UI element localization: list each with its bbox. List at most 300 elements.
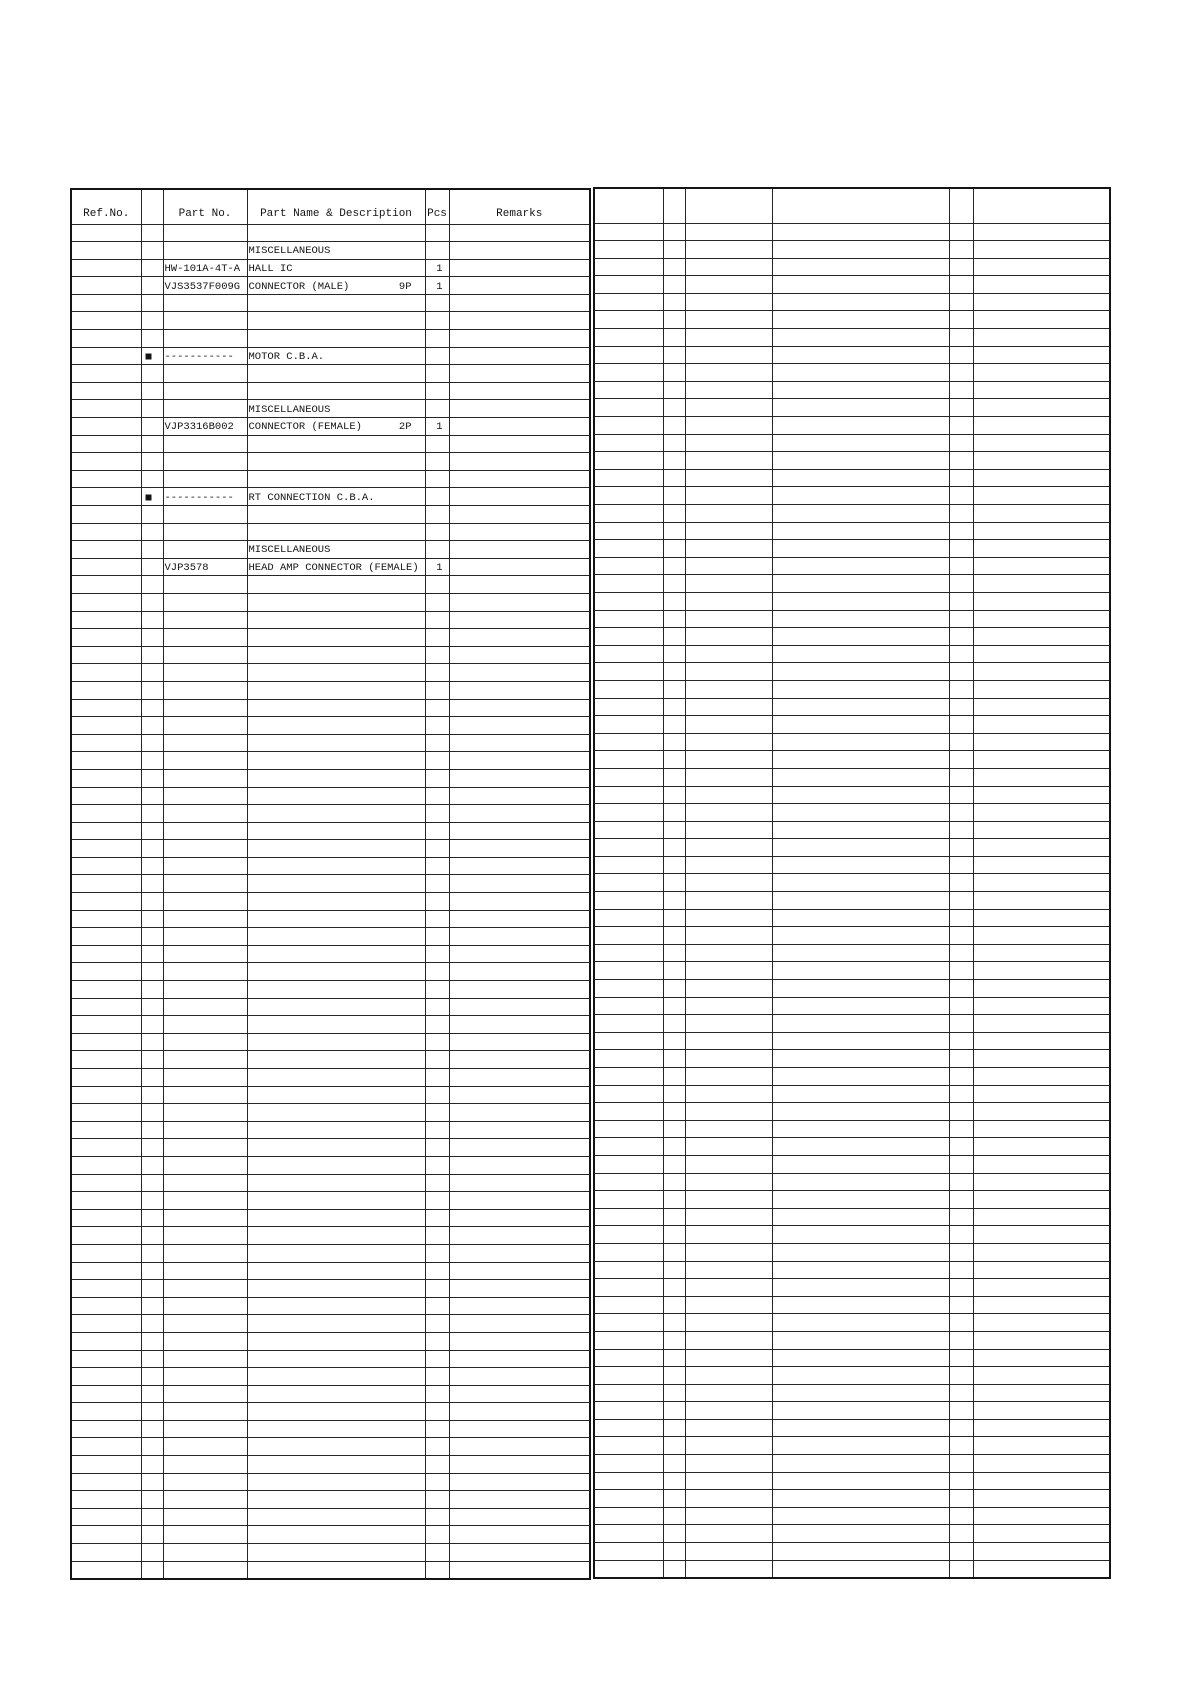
mark-cell (141, 1385, 163, 1403)
blank-description-cell (772, 399, 949, 417)
part-no-cell (163, 1491, 247, 1509)
blank-mark-cell (663, 1103, 685, 1121)
blank-pcs-cell (949, 1331, 973, 1349)
blank-ref-no-cell (594, 804, 663, 822)
pcs-cell (425, 1051, 449, 1069)
blank-table-row (594, 927, 1110, 945)
mark-cell (141, 1139, 163, 1157)
remarks-cell (449, 347, 590, 365)
blank-remarks-cell (973, 874, 1110, 892)
part-no-cell: VJP3578 (163, 558, 247, 576)
blank-ref-no-cell (594, 1120, 663, 1138)
part-no-cell (163, 1544, 247, 1562)
blank-ref-no-cell (594, 1226, 663, 1244)
blank-pcs-cell (949, 592, 973, 610)
blank-mark-cell (663, 399, 685, 417)
blank-part-no-cell (685, 751, 772, 769)
table-row (71, 294, 590, 312)
pcs-cell (425, 1104, 449, 1122)
description-cell (247, 470, 425, 488)
blank-mark-cell (663, 839, 685, 857)
mark-cell (141, 840, 163, 858)
blank-remarks-cell (973, 1419, 1110, 1437)
mark-cell (141, 963, 163, 981)
part-no-cell (163, 875, 247, 893)
pcs-cell (425, 1069, 449, 1087)
blank-part-no-cell (685, 1085, 772, 1103)
table-row (71, 717, 590, 735)
description-cell (247, 629, 425, 647)
table-row (71, 1280, 590, 1298)
blank-mark-cell (663, 1243, 685, 1261)
description-cell (247, 488, 425, 506)
blank-pcs-cell (949, 329, 973, 347)
blank-pcs-cell (949, 1472, 973, 1490)
blank-ref-no-cell (594, 1138, 663, 1156)
blank-mark-cell (663, 610, 685, 628)
blank-pcs-cell (949, 364, 973, 382)
ref-no-cell (71, 523, 141, 541)
blank-remarks-cell (973, 663, 1110, 681)
description-cell (247, 646, 425, 664)
table-row (71, 576, 590, 594)
blank-description-cell (772, 821, 949, 839)
blank-part-no-cell (685, 364, 772, 382)
blank-mark-cell (663, 804, 685, 822)
mark-cell (141, 1033, 163, 1051)
table-row (71, 893, 590, 911)
pcs-cell (425, 312, 449, 330)
mark-cell (141, 330, 163, 348)
pcs-cell (425, 875, 449, 893)
pcs-cell (425, 910, 449, 928)
blank-mark-cell (663, 1314, 685, 1332)
blank-remarks-cell (973, 680, 1110, 698)
blank-mark-cell (663, 505, 685, 523)
mark-cell (141, 1192, 163, 1210)
blank-remarks-cell (973, 381, 1110, 399)
blank-ref-no-cell (594, 821, 663, 839)
blank-pcs-cell (949, 1349, 973, 1367)
blank-remarks-cell (973, 346, 1110, 364)
blank-ref-no-cell (594, 839, 663, 857)
blank-part-no-cell (685, 522, 772, 540)
ref-no-cell (71, 1544, 141, 1562)
blank-part-no-cell (685, 768, 772, 786)
description-cell (247, 1508, 425, 1526)
table-row (71, 857, 590, 875)
blank-remarks-cell (973, 487, 1110, 505)
blank-table-row (594, 329, 1110, 347)
blank-pcs-cell (949, 399, 973, 417)
blank-description-cell (772, 1367, 949, 1385)
blank-part-no-cell (685, 505, 772, 523)
table-row (71, 382, 590, 400)
table-row (71, 593, 590, 611)
mark-cell (141, 400, 163, 418)
ref-no-cell (71, 998, 141, 1016)
pcs-cell (425, 1192, 449, 1210)
blank-ref-no-cell (594, 628, 663, 646)
ref-no-cell (71, 1561, 141, 1579)
pcs-cell: 1 (425, 277, 449, 295)
pcs-cell (425, 1033, 449, 1051)
blank-remarks-cell (973, 1050, 1110, 1068)
description-cell (247, 945, 425, 963)
blank-ref-no-cell (594, 856, 663, 874)
remarks-cell (449, 593, 590, 611)
remarks-cell (449, 1051, 590, 1069)
table-row (71, 1069, 590, 1087)
blank-part-no-cell (685, 716, 772, 734)
blank-mark-cell (663, 1384, 685, 1402)
blank-mark-cell (663, 980, 685, 998)
description-cell (247, 734, 425, 752)
blank-remarks-cell (973, 804, 1110, 822)
blank-remarks-cell (973, 592, 1110, 610)
description-cell (247, 224, 425, 242)
blank-ref-no-cell (594, 1085, 663, 1103)
blank-table-row (594, 364, 1110, 382)
blank-part-no-cell (685, 1296, 772, 1314)
pcs-cell (425, 928, 449, 946)
blank-part-no-cell (685, 1560, 772, 1578)
table-row (71, 963, 590, 981)
blank-part-no-cell (685, 909, 772, 927)
blank-table-row (594, 276, 1110, 294)
blank-remarks-cell (973, 716, 1110, 734)
blank-part-no-cell (685, 329, 772, 347)
part-no-cell (163, 805, 247, 823)
blank-mark-cell (663, 1472, 685, 1490)
blank-part-no-cell (685, 293, 772, 311)
mark-cell (141, 1016, 163, 1034)
ref-no-cell (71, 1156, 141, 1174)
blank-description-cell (772, 751, 949, 769)
blank-mark-cell (663, 1138, 685, 1156)
blank-table-row (594, 680, 1110, 698)
blank-table-row (594, 1208, 1110, 1226)
blank-mark-cell (663, 1367, 685, 1385)
pcs-cell: 1 (425, 418, 449, 436)
blank-ref-no-header (594, 188, 663, 223)
blank-ref-no-cell (594, 716, 663, 734)
remarks-cell (449, 294, 590, 312)
blank-header-row (594, 188, 1110, 223)
blank-pcs-cell (949, 698, 973, 716)
blank-ref-no-cell (594, 645, 663, 663)
blank-ref-no-cell (594, 1507, 663, 1525)
description-text: MOTOR C.B.A. (248, 350, 325, 363)
blank-remarks-cell (973, 1015, 1110, 1033)
blank-description-cell (772, 1103, 949, 1121)
blank-table-row (594, 1279, 1110, 1297)
mark-cell (141, 945, 163, 963)
table-row (71, 1473, 590, 1491)
remarks-cell (449, 488, 590, 506)
blank-remarks-cell (973, 1437, 1110, 1455)
pcs-cell (425, 1174, 449, 1192)
table-row (71, 1174, 590, 1192)
blank-mark-cell (663, 1349, 685, 1367)
blank-table-row (594, 1402, 1110, 1420)
table-row (71, 928, 590, 946)
blank-description-cell (772, 1472, 949, 1490)
blank-ref-no-cell (594, 1015, 663, 1033)
mark-cell (141, 1121, 163, 1139)
part-no-cell (163, 998, 247, 1016)
blank-mark-cell (663, 381, 685, 399)
mark-cell (141, 1209, 163, 1227)
mark-cell (141, 1086, 163, 1104)
blank-part-no-cell (685, 417, 772, 435)
blank-pcs-cell (949, 1173, 973, 1191)
remarks-cell (449, 928, 590, 946)
ref-no-cell (71, 681, 141, 699)
blank-part-no-cell (685, 1472, 772, 1490)
blank-table-row (594, 980, 1110, 998)
part-no-cell (163, 1332, 247, 1350)
blank-description-cell (772, 1543, 949, 1561)
blank-mark-cell (663, 293, 685, 311)
blank-pcs-cell (949, 311, 973, 329)
ref-no-cell (71, 382, 141, 400)
blank-ref-no-cell (594, 1384, 663, 1402)
description-cell (247, 312, 425, 330)
description-cell (247, 1456, 425, 1474)
part-no-cell (163, 822, 247, 840)
table-row (71, 365, 590, 383)
description-cell (247, 347, 425, 365)
blank-part-no-cell (685, 311, 772, 329)
pcs-cell (425, 523, 449, 541)
blank-pcs-cell (949, 417, 973, 435)
blank-part-no-cell (685, 1384, 772, 1402)
table-row (71, 259, 590, 277)
table-row (71, 805, 590, 823)
blank-mark-cell (663, 329, 685, 347)
ref-no-cell (71, 1332, 141, 1350)
blank-description-cell (772, 962, 949, 980)
remarks-cell (449, 1297, 590, 1315)
mark-cell (141, 1456, 163, 1474)
mark-cell (141, 928, 163, 946)
blank-remarks-cell (973, 434, 1110, 452)
blank-pcs-cell (949, 1191, 973, 1209)
description-cell (247, 576, 425, 594)
blank-pcs-cell (949, 980, 973, 998)
ref-no-cell (71, 365, 141, 383)
blank-pcs-cell (949, 1120, 973, 1138)
part-no-cell (163, 611, 247, 629)
blank-mark-cell (663, 1032, 685, 1050)
blank-description-cell (772, 505, 949, 523)
ref-no-cell (71, 840, 141, 858)
table-row (71, 523, 590, 541)
blank-table-row (594, 874, 1110, 892)
blank-part-no-cell (685, 997, 772, 1015)
pcs-cell (425, 541, 449, 559)
blank-table-row (594, 698, 1110, 716)
blank-description-cell (772, 1050, 949, 1068)
ref-no-cell (71, 224, 141, 242)
description-text: MISCELLANEOUS (248, 245, 331, 258)
blank-table-row (594, 1173, 1110, 1191)
blank-remarks-cell (973, 1331, 1110, 1349)
blank-mark-cell (663, 452, 685, 470)
description-cell (247, 1403, 425, 1421)
blank-pcs-cell (949, 1208, 973, 1226)
pcs-cell (425, 365, 449, 383)
description-cell (247, 717, 425, 735)
blank-remarks-cell (973, 258, 1110, 276)
blank-remarks-cell (973, 698, 1110, 716)
part-no-cell (163, 294, 247, 312)
pcs-cell (425, 1526, 449, 1544)
blank-table-row (594, 997, 1110, 1015)
blank-part-no-cell (685, 1032, 772, 1050)
mark-cell (141, 1561, 163, 1579)
blank-remarks-cell (973, 1138, 1110, 1156)
blank-description-cell (772, 329, 949, 347)
blank-part-no-cell (685, 434, 772, 452)
part-no-cell (163, 1315, 247, 1333)
pcs-cell (425, 506, 449, 524)
description-text: MISCELLANEOUS (248, 403, 331, 416)
blank-ref-no-cell (594, 346, 663, 364)
table-row (71, 1332, 590, 1350)
blank-description-cell (772, 1490, 949, 1508)
ref-no-cell (71, 1403, 141, 1421)
blank-remarks-cell (973, 751, 1110, 769)
blank-description-cell (772, 804, 949, 822)
blank-pcs-cell (949, 1032, 973, 1050)
blank-mark-cell (663, 1279, 685, 1297)
description-cell (247, 1156, 425, 1174)
blank-remarks-cell (973, 1490, 1110, 1508)
blank-pcs-cell (949, 258, 973, 276)
mark-cell (141, 453, 163, 471)
blank-ref-no-cell (594, 487, 663, 505)
blank-table-row (594, 293, 1110, 311)
blank-part-no-cell (685, 944, 772, 962)
blank-remarks-cell (973, 1243, 1110, 1261)
pcs-cell (425, 611, 449, 629)
blank-ref-no-cell (594, 1191, 663, 1209)
remarks-cell (449, 312, 590, 330)
blank-part-no-cell (685, 645, 772, 663)
description-cell (247, 435, 425, 453)
ref-no-cell (71, 259, 141, 277)
remarks-cell (449, 875, 590, 893)
blank-table-row (594, 223, 1110, 241)
mark-cell (141, 382, 163, 400)
blank-ref-no-cell (594, 364, 663, 382)
description-cell (247, 1280, 425, 1298)
blank-table-row (594, 804, 1110, 822)
blank-part-no-cell (685, 1543, 772, 1561)
blank-description-cell (772, 874, 949, 892)
remarks-cell (449, 330, 590, 348)
blank-pcs-cell (949, 1314, 973, 1332)
ref-no-cell (71, 1192, 141, 1210)
table-row (71, 945, 590, 963)
part-no-cell: HW-101A-4T-A (163, 259, 247, 277)
part-no-cell (163, 1280, 247, 1298)
remarks-cell (449, 1209, 590, 1227)
blank-ref-no-cell (594, 1543, 663, 1561)
mark-cell: ■ (141, 488, 163, 506)
mark-cell (141, 593, 163, 611)
ref-no-cell (71, 1262, 141, 1280)
blank-ref-no-cell (594, 469, 663, 487)
blank-pcs-cell (949, 1155, 973, 1173)
pcs-cell (425, 1121, 449, 1139)
blank-ref-no-cell (594, 381, 663, 399)
blank-pcs-cell (949, 469, 973, 487)
remarks-cell (449, 576, 590, 594)
description-cell (247, 593, 425, 611)
description-cell (247, 1350, 425, 1368)
remarks-cell (449, 242, 590, 260)
blank-pcs-cell (949, 1226, 973, 1244)
table-row (71, 734, 590, 752)
description-cell (247, 1385, 425, 1403)
blank-ref-no-cell (594, 751, 663, 769)
mark-cell (141, 699, 163, 717)
part-no-header: Part No. (163, 189, 247, 224)
blank-ref-no-cell (594, 1455, 663, 1473)
remarks-cell (449, 1456, 590, 1474)
part-no-cell (163, 506, 247, 524)
blank-table-row (594, 1032, 1110, 1050)
blank-table-row (594, 1068, 1110, 1086)
blank-mark-cell (663, 1560, 685, 1578)
part-no-cell (163, 365, 247, 383)
ref-no-cell (71, 769, 141, 787)
blank-ref-no-cell (594, 1490, 663, 1508)
remarks-cell (449, 1526, 590, 1544)
blank-part-no-cell (685, 1120, 772, 1138)
mark-cell (141, 1297, 163, 1315)
mark-cell (141, 981, 163, 999)
pcs-cell (425, 1156, 449, 1174)
blank-description-cell (772, 1525, 949, 1543)
mark-cell (141, 1280, 163, 1298)
blank-remarks-cell (973, 733, 1110, 751)
blank-remarks-cell (973, 1349, 1110, 1367)
ref-no-cell (71, 910, 141, 928)
blank-mark-cell (663, 1191, 685, 1209)
description-cell (247, 1561, 425, 1579)
blank-remarks-cell (973, 909, 1110, 927)
pcs-cell (425, 1508, 449, 1526)
pcs-cell (425, 294, 449, 312)
blank-part-no-cell (685, 346, 772, 364)
blank-part-no-cell (685, 241, 772, 259)
blank-remarks-cell (973, 856, 1110, 874)
blank-mark-cell (663, 1419, 685, 1437)
blank-part-no-cell (685, 1191, 772, 1209)
blank-pcs-cell (949, 346, 973, 364)
part-no-cell (163, 629, 247, 647)
ref-no-cell (71, 1368, 141, 1386)
blank-part-no-cell (685, 258, 772, 276)
part-no-cell (163, 1420, 247, 1438)
description-cell (247, 523, 425, 541)
description-cell (247, 1368, 425, 1386)
blank-table-row (594, 557, 1110, 575)
